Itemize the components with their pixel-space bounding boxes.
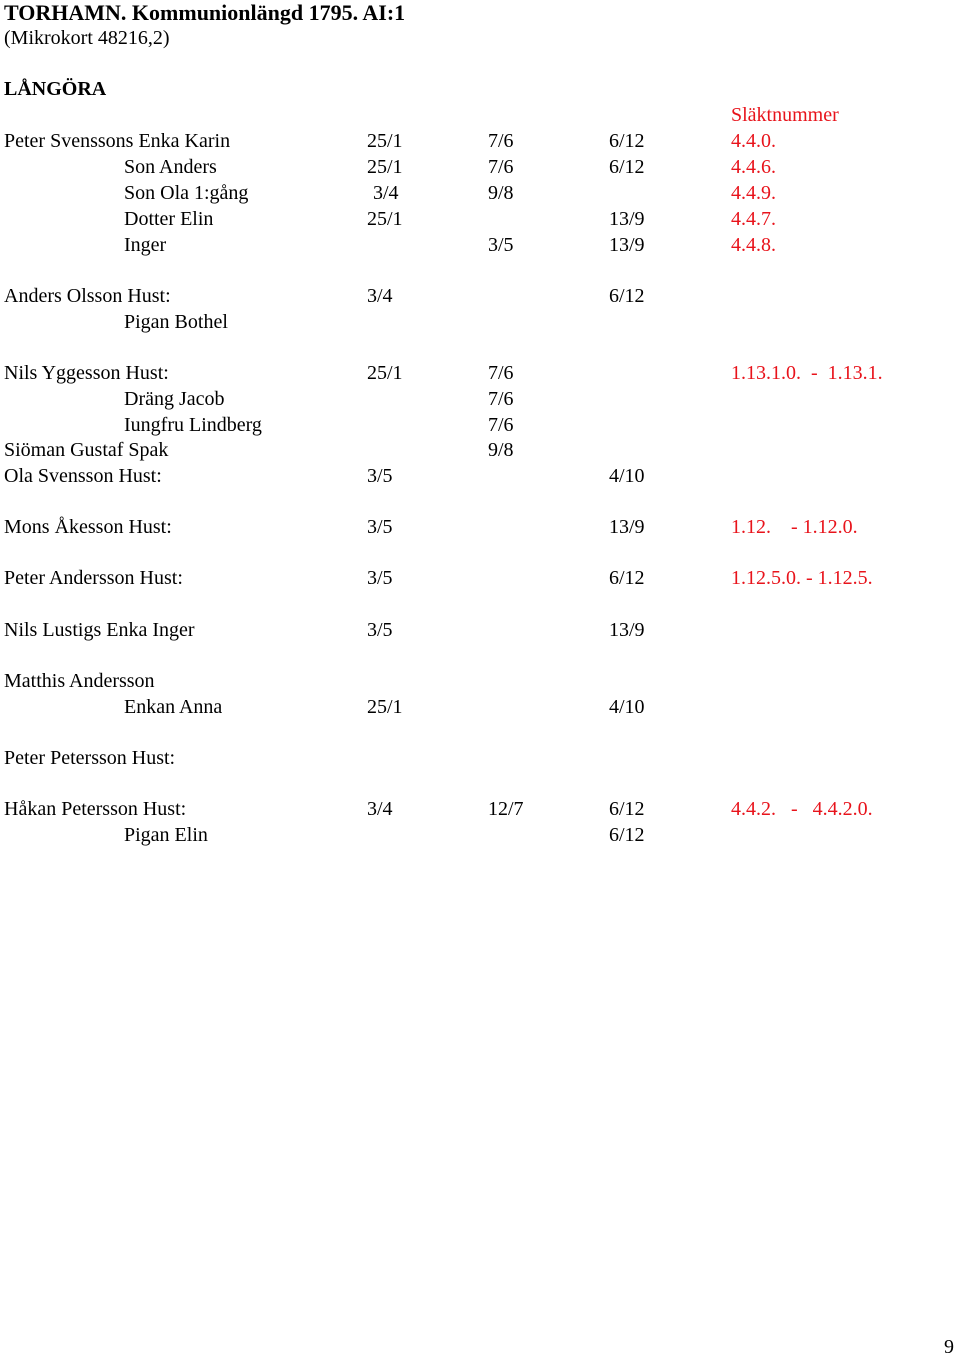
date-2: 12/7 [488, 798, 524, 820]
document-title: TORHAMN. Kommunionlängd 1795. AI:1 [4, 0, 406, 25]
date-3: 6/12 [609, 567, 645, 589]
table-row [0, 463, 960, 489]
slaktnummer-header: Släktnummer [731, 104, 839, 126]
date-2: 7/6 [488, 156, 514, 178]
date-1: 25/1 [367, 130, 403, 152]
slaktnummer: 4.4.6. [731, 156, 776, 178]
person-name: Inger [124, 234, 167, 256]
date-1: 3/4 [367, 798, 393, 820]
place-heading: LÅNGÖRA [4, 78, 107, 100]
date-1: 25/1 [367, 208, 403, 230]
date-2: 7/6 [488, 362, 514, 384]
table-row [0, 668, 960, 694]
date-1: 3/5 [367, 567, 393, 589]
date-3: 13/9 [609, 234, 645, 256]
table-row [0, 796, 960, 822]
person-name: Nils Yggesson Hust: [4, 362, 169, 384]
date-1: 25/1 [367, 156, 403, 178]
person-name: Siöman Gustaf Spak [4, 439, 169, 461]
person-name: Mons Åkesson Hust: [4, 516, 172, 538]
date-2: 9/8 [488, 182, 514, 204]
slaktnummer: 4.4.2. - 4.4.2.0. [731, 798, 873, 820]
page-number: 9 [944, 1336, 954, 1358]
table-row [0, 412, 960, 438]
person-name: Anders Olsson Hust: [4, 285, 171, 307]
table-row [0, 128, 960, 154]
date-1: 3/4 [373, 182, 399, 204]
table-row [0, 617, 960, 643]
date-1: 3/4 [367, 285, 393, 307]
person-name: Peter Andersson Hust: [4, 567, 183, 589]
slaktnummer: 4.4.8. [731, 234, 776, 256]
person-name: Dotter Elin [124, 208, 214, 230]
date-1: 3/5 [367, 465, 393, 487]
table-row [0, 514, 960, 540]
person-name: Enkan Anna [124, 696, 223, 718]
table-row [0, 360, 960, 386]
table-row [0, 206, 960, 232]
person-name: Pigan Elin [124, 824, 208, 846]
date-3: 6/12 [609, 130, 645, 152]
person-name: Iungfru Lindberg [124, 414, 262, 436]
date-3: 4/10 [609, 465, 645, 487]
person-name: Håkan Petersson Hust: [4, 798, 187, 820]
date-3: 6/12 [609, 798, 645, 820]
slaktnummer: 4.4.9. [731, 182, 776, 204]
date-3: 13/9 [609, 208, 645, 230]
date-3: 13/9 [609, 516, 645, 538]
table-row [0, 565, 960, 591]
person-name: Son Anders [124, 156, 217, 178]
table-row [0, 745, 960, 771]
slaktnummer: 4.4.0. [731, 130, 776, 152]
date-3: 6/12 [609, 285, 645, 307]
date-1: 25/1 [367, 362, 403, 384]
person-name: Nils Lustigs Enka Inger [4, 619, 195, 641]
date-1: 25/1 [367, 696, 403, 718]
date-3: 13/9 [609, 619, 645, 641]
document-subtitle: (Mikrokort 48216,2) [4, 27, 170, 49]
date-3: 6/12 [609, 156, 645, 178]
date-2: 3/5 [488, 234, 514, 256]
slaktnummer: 1.13.1.0. - 1.13.1. [731, 362, 883, 384]
person-name: Pigan Bothel [124, 311, 228, 333]
date-2: 9/8 [488, 439, 514, 461]
date-1: 3/5 [367, 619, 393, 641]
person-name: Matthis Andersson [4, 670, 155, 692]
table-row [0, 154, 960, 180]
table-row [0, 180, 960, 206]
date-3: 4/10 [609, 696, 645, 718]
table-row [0, 283, 960, 309]
slaktnummer: 4.4.7. [731, 208, 776, 230]
person-name: Peter Svenssons Enka Karin [4, 130, 231, 152]
person-name: Dräng Jacob [124, 388, 225, 410]
person-name: Son Ola 1:gång [124, 182, 249, 204]
person-name: Ola Svensson Hust: [4, 465, 162, 487]
table-row [0, 232, 960, 258]
date-2: 7/6 [488, 130, 514, 152]
slaktnummer: 1.12. - 1.12.0. [731, 516, 858, 538]
date-1: 3/5 [367, 516, 393, 538]
table-row [0, 694, 960, 720]
date-2: 7/6 [488, 388, 514, 410]
person-name: Peter Petersson Hust: [4, 747, 176, 769]
table-row [0, 386, 960, 412]
table-row [0, 309, 960, 335]
table-row [0, 822, 960, 848]
slaktnummer: 1.12.5.0. - 1.12.5. [731, 567, 873, 589]
table-row [0, 437, 960, 463]
date-3: 6/12 [609, 824, 645, 846]
date-2: 7/6 [488, 414, 514, 436]
